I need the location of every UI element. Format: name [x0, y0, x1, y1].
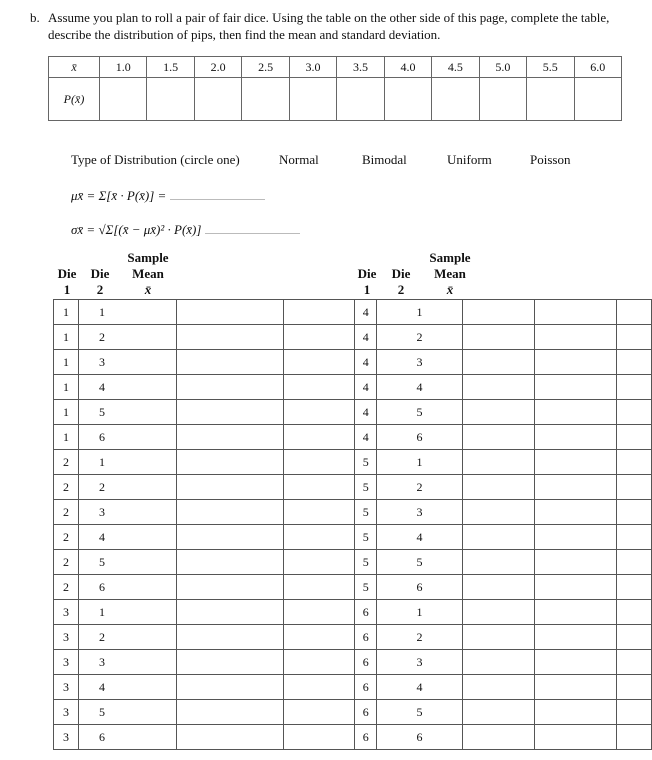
- mean-answer-blank[interactable]: [170, 185, 265, 200]
- work-cell[interactable]: [534, 425, 651, 450]
- dice-row: [355, 575, 652, 600]
- work-cell[interactable]: [534, 325, 651, 350]
- x-bar-value-cell: 2.5: [242, 57, 289, 78]
- probability-entry-cell[interactable]: [242, 78, 289, 121]
- sample-mean-cell[interactable]: [462, 625, 534, 650]
- work-cell[interactable]: [534, 350, 651, 375]
- die1-cell: 6: [355, 650, 377, 675]
- die2-cell: 5: [79, 700, 177, 725]
- die2-cell: 2: [377, 625, 462, 650]
- die2-cell: 6: [377, 725, 462, 750]
- die1-cell: 5: [355, 525, 377, 550]
- die1-cell: 3: [54, 625, 79, 650]
- die2-cell: 1: [79, 450, 177, 475]
- dice-row: [355, 350, 652, 375]
- die1-cell: 4: [355, 350, 377, 375]
- sample-mean-cell[interactable]: [177, 300, 284, 325]
- dice-row: [355, 475, 652, 500]
- sample-mean-cell[interactable]: [462, 450, 534, 475]
- work-cell[interactable]: [534, 625, 651, 650]
- work-cell[interactable]: [534, 550, 651, 575]
- sample-mean-cell[interactable]: [177, 350, 284, 375]
- die1-cell: 1: [54, 375, 79, 400]
- sample-mean-cell[interactable]: [462, 325, 534, 350]
- probability-table-value-row: [49, 57, 622, 78]
- die1-cell: 6: [355, 700, 377, 725]
- work-cell[interactable]: [534, 475, 651, 500]
- die1-cell: 2: [54, 500, 79, 525]
- die1-cell: 5: [355, 550, 377, 575]
- die2-cell: 2: [79, 475, 177, 500]
- die2-cell: 3: [377, 650, 462, 675]
- die1-cell: 6: [355, 600, 377, 625]
- die2-cell: 2: [79, 325, 177, 350]
- die1-cell: 4: [355, 425, 377, 450]
- work-cell[interactable]: [534, 650, 651, 675]
- die1-cell: 1: [54, 325, 79, 350]
- die2-cell: 6: [377, 425, 462, 450]
- sample-mean-cell[interactable]: [177, 575, 284, 600]
- die2-cell: 4: [79, 675, 177, 700]
- die2-cell: 3: [79, 350, 177, 375]
- mean-formula: [71, 185, 265, 204]
- die1-cell: 3: [54, 725, 79, 750]
- die1-cell: 4: [355, 400, 377, 425]
- die1-cell: 6: [355, 675, 377, 700]
- right-x-bar-symbol: x̄: [446, 282, 454, 297]
- die1-cell: 2: [54, 575, 79, 600]
- sample-mean-cell[interactable]: [462, 550, 534, 575]
- sample-mean-cell[interactable]: [462, 725, 534, 750]
- dice-row: [355, 325, 652, 350]
- x-bar-value-cell: 4.5: [432, 57, 479, 78]
- sample-mean-cell[interactable]: [462, 425, 534, 450]
- sample-mean-cell[interactable]: [177, 400, 284, 425]
- sample-mean-cell[interactable]: [462, 475, 534, 500]
- die2-cell: 1: [79, 600, 177, 625]
- sample-mean-cell[interactable]: [462, 525, 534, 550]
- die1-cell: 6: [355, 725, 377, 750]
- problem-line-2: describe the distribution of pips, then find the mean and standard deviation.: [48, 27, 441, 42]
- sample-mean-cell[interactable]: [177, 425, 284, 450]
- dice-row: [355, 725, 652, 750]
- dice-row: [355, 650, 652, 675]
- die1-cell: 5: [355, 500, 377, 525]
- sample-mean-cell[interactable]: [177, 675, 284, 700]
- left-sample-mean-header: [120, 250, 176, 298]
- sample-mean-cell[interactable]: [462, 350, 534, 375]
- die2-cell: 5: [79, 550, 177, 575]
- work-cell[interactable]: [534, 375, 651, 400]
- sample-mean-cell[interactable]: [462, 600, 534, 625]
- die2-cell: 2: [79, 625, 177, 650]
- dice-row: [355, 425, 652, 450]
- sample-mean-cell[interactable]: [462, 675, 534, 700]
- sample-mean-cell[interactable]: [462, 650, 534, 675]
- probability-table-p-row: [49, 78, 622, 121]
- sample-mean-cell[interactable]: [177, 625, 284, 650]
- die1-cell: 3: [54, 600, 79, 625]
- sd-formula: [71, 219, 300, 238]
- sample-mean-cell[interactable]: [462, 400, 534, 425]
- x-bar-value-cell: 6.0: [574, 57, 621, 78]
- sample-mean-cell[interactable]: [177, 375, 284, 400]
- die2-cell: 5: [377, 400, 462, 425]
- sample-mean-cell[interactable]: [462, 300, 534, 325]
- sample-mean-cell[interactable]: [177, 325, 284, 350]
- right-dice-table: [354, 299, 652, 750]
- left-sample-label: Sample: [127, 250, 169, 265]
- sample-mean-cell[interactable]: [177, 725, 284, 750]
- left-die2-header: [86, 266, 114, 298]
- dice-row: [355, 300, 652, 325]
- p-header: P(x̄): [49, 78, 100, 121]
- die2-cell: 6: [79, 725, 177, 750]
- work-cell[interactable]: [534, 300, 651, 325]
- sample-mean-cell[interactable]: [462, 500, 534, 525]
- die2-cell: 3: [79, 650, 177, 675]
- probability-entry-cell[interactable]: [289, 78, 336, 121]
- sample-mean-cell[interactable]: [177, 500, 284, 525]
- die1-cell: 1: [54, 350, 79, 375]
- x-bar-value-cell: 3.5: [337, 57, 384, 78]
- sample-mean-cell[interactable]: [177, 650, 284, 675]
- probability-table: [48, 56, 622, 121]
- dice-row: [355, 600, 652, 625]
- work-cell[interactable]: [534, 600, 651, 625]
- die1-cell: 5: [355, 575, 377, 600]
- die1-cell: 6: [355, 625, 377, 650]
- sample-mean-cell[interactable]: [462, 575, 534, 600]
- mean-formula-text: μx̄ = Σ[x̄ · P(x̄)] =: [71, 188, 167, 203]
- die2-cell: 4: [377, 675, 462, 700]
- die2-cell: 4: [79, 375, 177, 400]
- work-cell[interactable]: [534, 450, 651, 475]
- die2-cell: 4: [377, 525, 462, 550]
- left-mean-label: Mean: [132, 266, 164, 281]
- die1-cell: 2: [54, 475, 79, 500]
- die1-cell: 4: [355, 375, 377, 400]
- right-die2-header: [387, 266, 415, 298]
- right-mean-label: Mean: [434, 266, 466, 281]
- die1-cell: 3: [54, 700, 79, 725]
- work-cell[interactable]: [534, 500, 651, 525]
- sd-answer-blank[interactable]: [205, 219, 300, 234]
- dice-row: [355, 525, 652, 550]
- left-die1-header: [53, 266, 81, 298]
- die2-cell: 5: [79, 400, 177, 425]
- work-cell[interactable]: [534, 400, 651, 425]
- die2-cell: 3: [377, 350, 462, 375]
- work-cell[interactable]: [534, 675, 651, 700]
- x-bar-value-cell: 1.5: [147, 57, 194, 78]
- dice-row: [355, 375, 652, 400]
- die2-cell: 1: [377, 600, 462, 625]
- left-die2-header-text: Die 2: [90, 266, 110, 297]
- x-bar-value-cell: 2.0: [194, 57, 241, 78]
- dice-row: [355, 500, 652, 525]
- sample-mean-cell[interactable]: [177, 600, 284, 625]
- die1-cell: 1: [54, 425, 79, 450]
- sample-mean-cell[interactable]: [177, 700, 284, 725]
- die1-cell: 3: [54, 650, 79, 675]
- option-normal[interactable]: Normal: [279, 152, 319, 167]
- work-cell[interactable]: [534, 575, 651, 600]
- probability-entry-cell[interactable]: [384, 78, 431, 121]
- problem-label: b.: [30, 10, 40, 25]
- x-bar-value-cell: 3.0: [289, 57, 336, 78]
- dice-row: [355, 550, 652, 575]
- die1-cell: 2: [54, 450, 79, 475]
- problem-statement: [30, 9, 650, 43]
- probability-entry-cell[interactable]: [479, 78, 526, 121]
- option-bimodal[interactable]: Bimodal: [362, 152, 407, 167]
- right-die1-header: [353, 266, 381, 298]
- die1-cell: 4: [355, 325, 377, 350]
- sample-mean-cell[interactable]: [177, 475, 284, 500]
- die2-cell: 1: [377, 300, 462, 325]
- die2-cell: 4: [377, 375, 462, 400]
- probability-entry-cell[interactable]: [100, 78, 147, 121]
- die2-cell: 5: [377, 700, 462, 725]
- sample-mean-cell[interactable]: [462, 375, 534, 400]
- die1-cell: 5: [355, 475, 377, 500]
- option-poisson[interactable]: Poisson: [530, 152, 571, 167]
- probability-entry-cell[interactable]: [574, 78, 621, 121]
- sd-formula-text: σx̄ = √Σ[(x̄ − μx̄)² · P(x̄)]: [71, 222, 202, 237]
- x-bar-value-cell: 4.0: [384, 57, 431, 78]
- die2-cell: 2: [377, 475, 462, 500]
- die2-cell: 3: [79, 500, 177, 525]
- x-bar-header: x̄: [49, 57, 100, 78]
- problem-line-1: Assume you plan to roll a pair of fair dice. Using the table on the other side of this page, complete the table,: [48, 10, 610, 25]
- probability-entry-cell[interactable]: [337, 78, 384, 121]
- probability-entry-cell[interactable]: [194, 78, 241, 121]
- option-uniform[interactable]: Uniform: [447, 152, 492, 167]
- sample-mean-cell[interactable]: [177, 525, 284, 550]
- right-die2-header-text: Die 2: [391, 266, 411, 297]
- distribution-label: Type of Distribution (circle one): [71, 152, 240, 167]
- x-bar-value-cell: 5.0: [479, 57, 526, 78]
- work-cell[interactable]: [534, 525, 651, 550]
- die2-cell: 1: [79, 300, 177, 325]
- sample-mean-cell[interactable]: [177, 450, 284, 475]
- work-cell[interactable]: [534, 700, 651, 725]
- dice-row: [355, 625, 652, 650]
- die1-cell: 4: [355, 300, 377, 325]
- sample-mean-cell[interactable]: [177, 550, 284, 575]
- die2-cell: 4: [79, 525, 177, 550]
- die1-cell: 1: [54, 400, 79, 425]
- die1-cell: 2: [54, 550, 79, 575]
- dice-row: [355, 675, 652, 700]
- work-cell[interactable]: [534, 725, 651, 750]
- die2-cell: 6: [79, 425, 177, 450]
- x-bar-value-cell: 5.5: [527, 57, 574, 78]
- die1-cell: 3: [54, 675, 79, 700]
- die2-cell: 3: [377, 500, 462, 525]
- probability-entry-cell[interactable]: [147, 78, 194, 121]
- die2-cell: 1: [377, 450, 462, 475]
- die2-cell: 2: [377, 325, 462, 350]
- right-sample-mean-header: [422, 250, 478, 298]
- die1-cell: 2: [54, 525, 79, 550]
- dice-row: [355, 700, 652, 725]
- left-die1-header-text: Die 1: [57, 266, 77, 297]
- die2-cell: 6: [377, 575, 462, 600]
- x-bar-value-cell: 1.0: [100, 57, 147, 78]
- left-x-bar-symbol: x̄: [144, 282, 152, 297]
- probability-entry-cell[interactable]: [432, 78, 479, 121]
- sample-mean-cell[interactable]: [462, 700, 534, 725]
- die1-cell: 5: [355, 450, 377, 475]
- dice-row: [355, 400, 652, 425]
- right-die1-header-text: Die 1: [357, 266, 377, 297]
- probability-entry-cell[interactable]: [527, 78, 574, 121]
- right-sample-label: Sample: [429, 250, 471, 265]
- dice-row: [355, 450, 652, 475]
- die2-cell: 5: [377, 550, 462, 575]
- die1-cell: 1: [54, 300, 79, 325]
- die2-cell: 6: [79, 575, 177, 600]
